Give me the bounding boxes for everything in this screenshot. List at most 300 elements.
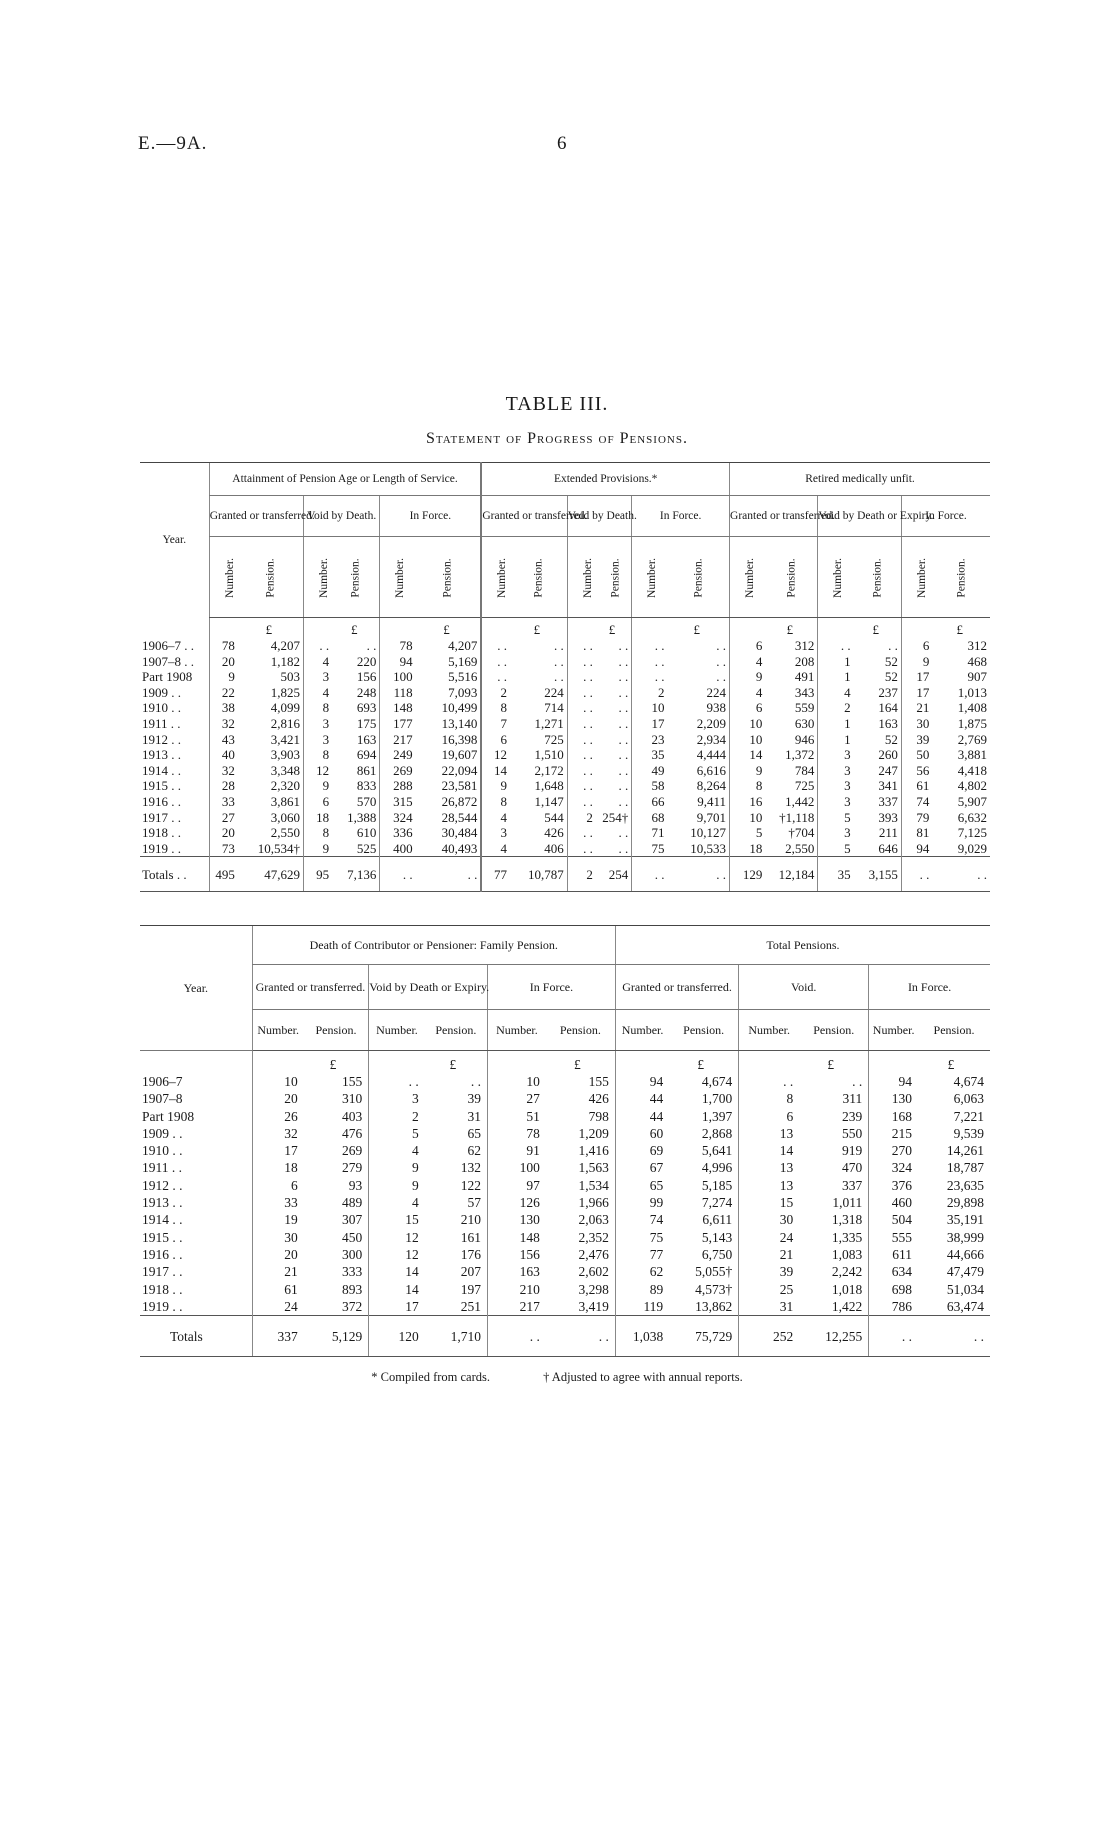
data-cell: 217	[380, 732, 416, 748]
data-cell: 3,419	[578, 1298, 609, 1314]
data-cell: 65	[615, 1177, 669, 1194]
col-pension-header	[932, 537, 990, 618]
year-cell: Part 1908	[142, 1108, 195, 1124]
data-cell: 63,474	[946, 1298, 984, 1314]
totals-cell: 337	[252, 1316, 304, 1357]
data-cell: 4,674	[953, 1074, 984, 1089]
data-cell: 4,996	[701, 1160, 733, 1176]
unit-cell: £	[573, 1056, 581, 1072]
data-cell: 30	[252, 1229, 304, 1246]
data-cell: 224	[544, 684, 564, 700]
data-cell: 10	[730, 716, 766, 732]
data-cell: 32	[252, 1125, 304, 1142]
unit-cell	[632, 618, 668, 639]
data-cell: 23	[632, 732, 668, 748]
data-cell: 8	[304, 825, 333, 841]
data-cell: 5,516	[448, 669, 478, 685]
totals-cell: 35	[818, 857, 854, 892]
data-cell: 89	[615, 1281, 669, 1298]
col-number-header: Number.	[615, 1010, 669, 1051]
unit-spacer	[140, 1051, 252, 1074]
data-cell: 31	[739, 1298, 800, 1316]
col-pension-header	[332, 537, 380, 618]
data-cell: 211	[878, 825, 898, 841]
year-cell: 1911 . .	[142, 715, 181, 731]
col-pension-header: Pension.	[546, 1010, 616, 1051]
data-cell: 694	[356, 747, 377, 763]
data-cell: 2,934	[696, 731, 727, 747]
data-cell: 210	[460, 1212, 482, 1228]
data-cell: 312	[794, 638, 815, 653]
year-cell: 1913 . .	[142, 747, 181, 763]
data-cell: 210	[488, 1281, 546, 1298]
data-cell: 5,185	[701, 1177, 733, 1193]
data-cell: 119	[615, 1298, 669, 1316]
data-cell: 24	[739, 1229, 800, 1246]
data-cell: 1,388	[347, 809, 377, 825]
table-row	[140, 1194, 990, 1211]
data-cell: 248	[356, 684, 377, 700]
table-row	[140, 794, 990, 810]
data-cell: 52	[884, 653, 898, 669]
data-cell: 946	[794, 731, 815, 747]
col-header-label: Pension.	[532, 558, 545, 598]
data-cell: . .	[554, 653, 564, 669]
data-cell: 164	[878, 700, 898, 716]
data-cell: 336	[380, 825, 416, 841]
data-cell: 1,408	[957, 700, 987, 716]
table-row	[140, 638, 990, 654]
pensions-table-2	[140, 925, 990, 1357]
col-pension-header: Pension.	[304, 1010, 369, 1051]
data-cell: 1,182	[270, 653, 300, 669]
data-cell: 5,143	[701, 1229, 733, 1245]
table-subtitle: Statement of Progress of Pensions.	[426, 430, 688, 447]
subgroup-header: Void by Death.	[567, 496, 631, 537]
data-cell: 16,398	[441, 731, 478, 747]
subgroup-header: Granted or transferred.	[252, 965, 369, 1010]
subgroup-header: Void by Death or Expiry.	[818, 496, 902, 537]
data-cell: 907	[967, 669, 987, 685]
col-header-label: Number.	[317, 558, 330, 598]
data-cell: 30	[901, 716, 932, 732]
data-cell: 3	[481, 825, 510, 841]
year-cell: 1907–8 . .	[142, 653, 194, 669]
data-cell: 25	[739, 1281, 800, 1298]
data-cell: . .	[481, 638, 510, 654]
data-cell: . .	[304, 638, 333, 654]
year-cell: 1916 . .	[142, 793, 181, 809]
data-cell: 393	[878, 809, 898, 825]
data-cell: 1,875	[957, 715, 987, 731]
data-cell: 9	[209, 669, 238, 685]
data-cell: 6	[901, 638, 932, 654]
data-cell: 3,421	[270, 731, 300, 747]
unit-cell: £	[872, 622, 880, 638]
data-cell: 310	[341, 1091, 363, 1107]
data-cell: 21	[739, 1246, 800, 1263]
data-cell: 14	[369, 1281, 425, 1298]
col-number-header: Number.	[488, 1010, 546, 1051]
data-cell: 49	[632, 763, 668, 779]
data-cell: 4,573†	[695, 1281, 733, 1297]
totals-cell: 10,787	[510, 857, 567, 892]
totals-label: Totals	[140, 1316, 252, 1357]
data-cell: 155	[341, 1074, 363, 1089]
data-cell: 1,083	[831, 1246, 863, 1262]
data-cell: 16	[730, 794, 766, 810]
data-cell: 22,094	[441, 762, 478, 778]
data-cell: 4,207	[270, 638, 300, 653]
data-cell: . .	[470, 1074, 482, 1089]
unit-cell	[209, 618, 238, 639]
col-number-header	[481, 537, 510, 618]
col-number-header	[818, 537, 854, 618]
year-cell: 1913 . .	[142, 1195, 183, 1211]
data-cell: 1,147	[534, 793, 564, 809]
col-pension-header	[510, 537, 567, 618]
data-cell: 31	[467, 1108, 482, 1124]
col-number-header	[304, 537, 333, 618]
totals-cell: 47,629	[238, 857, 304, 892]
data-cell: 156	[488, 1246, 546, 1263]
page-number: 6	[557, 133, 567, 154]
data-cell: 341	[878, 778, 898, 794]
data-cell: 20	[252, 1246, 304, 1263]
table-row	[140, 654, 990, 670]
unit-cell: £	[449, 1056, 457, 1072]
data-cell: . .	[567, 732, 596, 748]
data-cell: 9	[730, 669, 766, 685]
data-cell: 13	[739, 1125, 800, 1142]
data-cell: 249	[380, 747, 416, 763]
data-cell: 14	[730, 747, 766, 763]
unit-cell	[739, 1051, 800, 1074]
data-cell: 247	[878, 762, 898, 778]
data-cell: 14	[369, 1263, 425, 1280]
data-cell: 56	[901, 763, 932, 779]
footnotes	[0, 1370, 1114, 1385]
col-pension-header	[765, 537, 818, 618]
unit-cell	[481, 618, 510, 639]
data-cell: 1,018	[831, 1281, 863, 1297]
pensions-table-1	[140, 462, 990, 892]
data-cell: 30	[739, 1211, 800, 1228]
data-cell: 311	[842, 1091, 863, 1107]
data-cell: 20	[252, 1090, 304, 1107]
data-cell: . .	[618, 638, 629, 653]
unit-cell	[567, 618, 596, 639]
group-attainment: Attainment of Pension Age or Length of Service.	[209, 463, 481, 496]
unit-cell	[380, 618, 416, 639]
data-cell: 94	[380, 654, 416, 670]
footnote-adjusted: † Adjusted to agree with annual reports.	[543, 1370, 743, 1384]
data-cell: 4	[369, 1194, 425, 1211]
totals-cell: 75,729	[669, 1316, 739, 1357]
data-cell: 61	[252, 1281, 304, 1298]
unit-cell: £	[329, 1056, 337, 1072]
data-cell: 376	[869, 1177, 918, 1194]
data-cell: 3	[818, 778, 854, 794]
data-cell: 39	[739, 1263, 800, 1280]
data-cell: . .	[618, 840, 629, 856]
data-cell: 9	[369, 1159, 425, 1176]
table-row	[140, 685, 990, 701]
year-cell: 1906–7	[142, 1074, 183, 1089]
document-code: E.—9A.	[138, 133, 208, 154]
subgroup-header: In Force.	[380, 496, 481, 537]
data-cell: 938	[706, 700, 727, 716]
data-cell: 3	[304, 669, 333, 685]
totals-row	[140, 857, 990, 892]
data-cell: 4,099	[270, 700, 300, 716]
data-cell: 1,966	[578, 1195, 609, 1211]
totals-label: Totals . .	[140, 857, 209, 892]
data-cell: 94	[869, 1073, 918, 1090]
data-cell: 15	[739, 1194, 800, 1211]
data-cell: 254†	[602, 809, 629, 825]
data-cell: 12	[369, 1246, 425, 1263]
data-cell: 33	[252, 1194, 304, 1211]
table-title: TABLE III.	[505, 393, 609, 415]
year-cell: 1915 . .	[142, 778, 181, 794]
data-cell: 450	[341, 1229, 363, 1245]
table-row	[140, 1073, 990, 1090]
data-cell: 68	[632, 810, 668, 826]
data-cell: 9,701	[696, 809, 727, 825]
data-cell: 78	[380, 638, 416, 654]
data-cell: 17	[901, 685, 932, 701]
totals-cell: 2	[567, 857, 596, 892]
col-header-label: Number.	[223, 558, 236, 598]
data-cell: 39	[467, 1091, 482, 1107]
data-cell: 3,861	[270, 793, 300, 809]
data-cell: 40,493	[441, 840, 478, 856]
data-cell: 5	[369, 1125, 425, 1142]
year-cell: 1915 . .	[142, 1229, 183, 1245]
data-cell: 468	[967, 653, 987, 669]
data-cell: 26,872	[441, 793, 478, 809]
data-cell: 337	[841, 1177, 863, 1193]
table-row	[140, 1125, 990, 1142]
data-cell: . .	[567, 778, 596, 794]
group-retired: Retired medically unfit.	[730, 463, 990, 496]
data-cell: 2,816	[270, 715, 300, 731]
data-cell: 470	[841, 1160, 863, 1176]
data-cell: . .	[567, 841, 596, 857]
table-row	[140, 700, 990, 716]
data-cell: . .	[567, 763, 596, 779]
col-header-label: Number.	[832, 558, 845, 598]
data-cell: 2,320	[270, 778, 300, 794]
col-pension-header: Pension.	[799, 1010, 869, 1051]
data-cell: †704	[788, 825, 815, 841]
data-cell: 5	[818, 841, 854, 857]
data-cell: 13	[739, 1177, 800, 1194]
year-cell: 1917 . .	[142, 809, 181, 825]
data-cell: 10,499	[441, 700, 478, 716]
totals-cell: . .	[869, 1316, 918, 1357]
table-row	[140, 747, 990, 763]
data-cell: 62	[615, 1263, 669, 1280]
year-cell: 1918 . .	[142, 1281, 183, 1297]
unit-cell	[252, 1051, 304, 1074]
data-cell: 3,903	[270, 747, 300, 763]
data-cell: 1	[818, 654, 854, 670]
data-cell: . .	[618, 747, 629, 763]
table-row	[140, 1142, 990, 1159]
col-header-label: Number.	[394, 558, 407, 598]
data-cell: 324	[869, 1159, 918, 1176]
data-cell: . .	[618, 669, 629, 685]
totals-cell: . .	[416, 857, 482, 892]
unit-cell: £	[693, 622, 701, 638]
subgroup-header: Granted or transferred.	[615, 965, 738, 1010]
data-cell: 28,544	[441, 809, 478, 825]
data-cell: 5,055†	[695, 1264, 733, 1280]
data-cell: 52	[884, 669, 898, 685]
data-cell: 2	[818, 700, 854, 716]
year-cell: 1912 . .	[142, 1177, 183, 1193]
subgroup-header: Void by Death.	[304, 496, 380, 537]
totals-cell: . .	[632, 857, 668, 892]
data-cell: . .	[739, 1073, 800, 1090]
table-row	[140, 1246, 990, 1263]
table-row	[140, 1090, 990, 1107]
data-cell: 4,802	[957, 778, 987, 794]
data-cell: 75	[632, 841, 668, 857]
data-cell: 6,632	[957, 809, 987, 825]
data-cell: . .	[716, 638, 727, 653]
totals-cell: . .	[667, 857, 729, 892]
data-cell: 3	[304, 716, 333, 732]
data-cell: 1,416	[578, 1143, 609, 1159]
data-cell: 38	[209, 700, 238, 716]
data-cell: 12	[369, 1229, 425, 1246]
data-cell: 148	[488, 1229, 546, 1246]
data-cell: 22	[209, 685, 238, 701]
data-cell: 1,209	[578, 1125, 609, 1141]
data-cell: 58	[632, 778, 668, 794]
unit-cell: £	[947, 1056, 955, 1072]
data-cell: 544	[544, 809, 564, 825]
data-cell: . .	[716, 669, 727, 685]
totals-cell: . .	[918, 1316, 990, 1357]
table-row	[140, 669, 990, 685]
data-cell: 270	[869, 1142, 918, 1159]
data-cell: 260	[878, 747, 898, 763]
data-cell: 10	[252, 1073, 304, 1090]
data-cell: . .	[567, 716, 596, 732]
subgroup-header: Granted or transferred.	[481, 496, 567, 537]
data-cell: 35,191	[946, 1212, 984, 1228]
data-cell: 4	[304, 654, 333, 670]
data-cell: 130	[869, 1090, 918, 1107]
data-cell: 220	[356, 653, 377, 669]
data-cell: 8	[304, 747, 333, 763]
data-cell: 489	[341, 1195, 363, 1211]
data-cell: 1,335	[831, 1229, 863, 1245]
data-cell: 51,034	[946, 1281, 984, 1297]
data-cell: 714	[544, 700, 564, 716]
unit-cell	[304, 618, 333, 639]
data-cell: 52	[884, 731, 898, 747]
table-row	[140, 763, 990, 779]
data-cell: 610	[356, 825, 377, 841]
totals-cell: . .	[932, 857, 990, 892]
data-cell: 66	[632, 794, 668, 810]
data-cell: 10,127	[690, 825, 727, 841]
data-cell: 7	[481, 716, 510, 732]
year-cell: 1909 . .	[142, 1125, 183, 1141]
data-cell: 51	[488, 1108, 546, 1125]
data-cell: 163	[488, 1263, 546, 1280]
data-cell: 570	[356, 793, 377, 809]
data-cell: 8	[730, 778, 766, 794]
data-cell: . .	[567, 700, 596, 716]
data-cell: 27	[488, 1090, 546, 1107]
data-cell: 4	[304, 685, 333, 701]
unit-cell	[369, 1051, 425, 1074]
data-cell: 93	[348, 1177, 363, 1193]
col-number-header: Number.	[869, 1010, 918, 1051]
unit-row	[140, 618, 990, 639]
col-pension-header	[238, 537, 304, 618]
group-extended: Extended Provisions.*	[481, 463, 729, 496]
data-cell: 23,581	[441, 778, 478, 794]
data-cell: 177	[380, 716, 416, 732]
data-cell: . .	[554, 638, 564, 653]
data-cell: 1,563	[578, 1160, 609, 1176]
data-cell: 122	[460, 1177, 482, 1193]
data-cell: †1,118	[779, 809, 815, 825]
data-cell: 1,013	[957, 684, 987, 700]
col-header-label: Number.	[744, 558, 757, 598]
data-cell: 5,169	[448, 653, 478, 669]
data-cell: 10	[730, 810, 766, 826]
data-cell: 73	[209, 841, 238, 857]
data-cell: . .	[818, 638, 854, 654]
data-cell: 9	[369, 1177, 425, 1194]
data-cell: 4	[481, 841, 510, 857]
unit-cell: £	[608, 622, 616, 638]
data-cell: 426	[544, 825, 564, 841]
data-cell: 6,616	[696, 762, 727, 778]
data-cell: 26	[252, 1108, 304, 1125]
data-cell: 32	[209, 763, 238, 779]
data-cell: 6,750	[701, 1246, 733, 1262]
subgroup-header: Granted or transferred.	[209, 496, 303, 537]
data-cell: 1	[818, 716, 854, 732]
data-cell: 9	[304, 841, 333, 857]
data-cell: 43	[209, 732, 238, 748]
data-cell: . .	[567, 825, 596, 841]
year-cell: 1910 . .	[142, 1143, 183, 1159]
data-cell: 315	[380, 794, 416, 810]
data-cell: 156	[356, 669, 377, 685]
data-cell: . .	[632, 654, 668, 670]
year-cell: 1919 . .	[142, 1298, 183, 1314]
data-cell: 525	[356, 840, 377, 856]
data-cell: 786	[869, 1298, 918, 1316]
data-cell: 6	[304, 794, 333, 810]
data-cell: 2,602	[578, 1264, 609, 1280]
data-cell: 39	[901, 732, 932, 748]
subgroup-header: In Force.	[488, 965, 616, 1010]
totals-cell: 495	[209, 857, 238, 892]
data-cell: 630	[794, 715, 815, 731]
year-cell: 1910 . .	[142, 700, 181, 716]
